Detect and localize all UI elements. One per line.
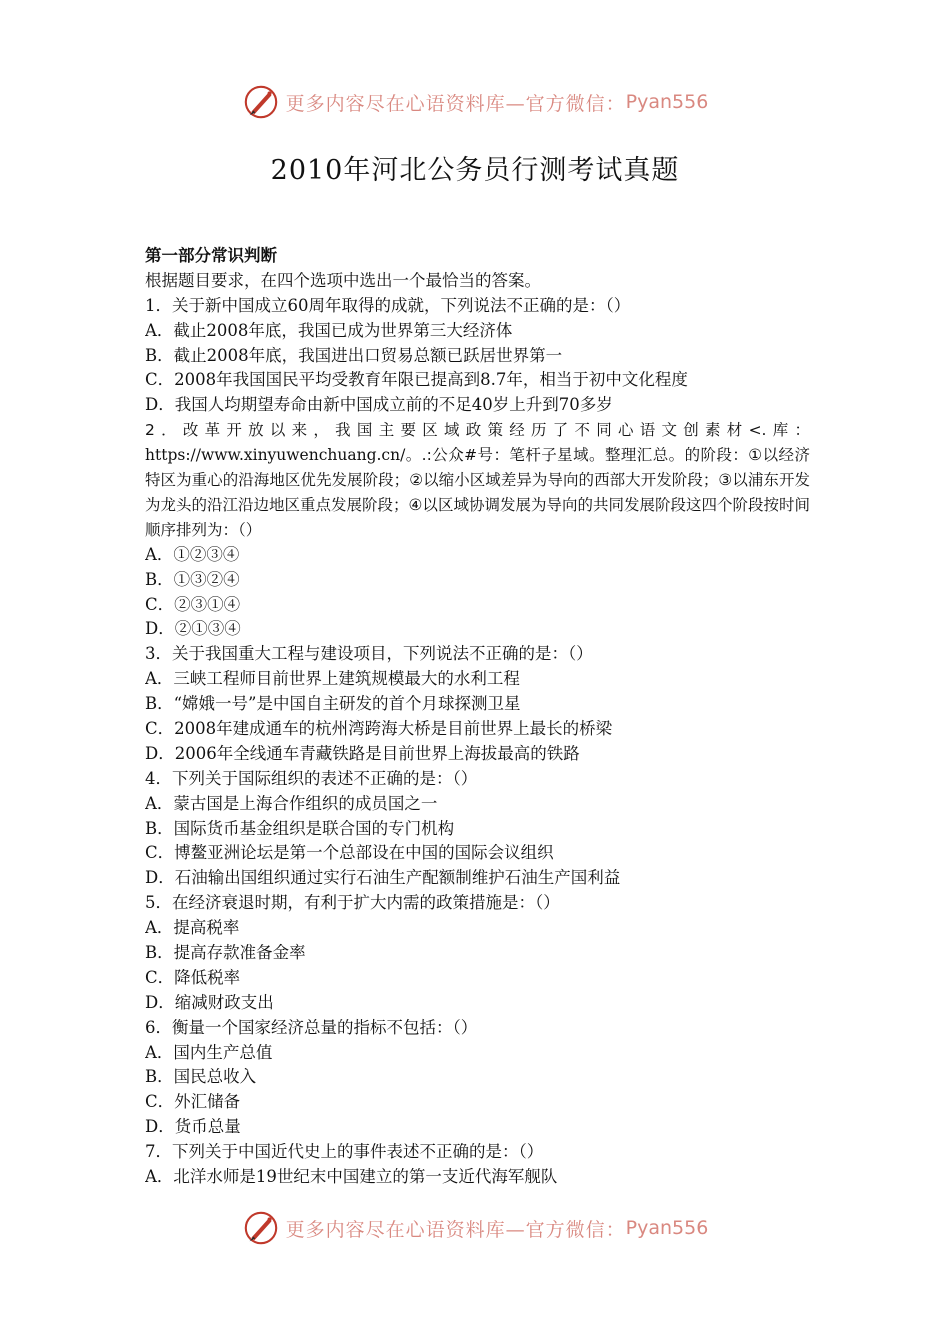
- option-b: B．截止2008年底，我国进出口贸易总额已跃居世界第一: [145, 345, 563, 365]
- option-a: A．蒙古国是上海合作组织的成员国之一: [145, 793, 438, 813]
- page-title: 2010年河北公务员行测考试真题: [270, 155, 680, 186]
- option-a: A．①②③④: [145, 544, 240, 564]
- document-body: [145, 244, 810, 1190]
- q2-stem-url: https://www.xinyuwenchuang.cn/: [145, 446, 406, 465]
- pen-nib-logo: [242, 83, 280, 121]
- option-b: B．国民总收入: [145, 1067, 257, 1087]
- option-b: B．“嫦娥一号”是中国自主研发的首个月球探测卫星: [145, 694, 521, 714]
- question-stem-2: [145, 418, 810, 543]
- option-b: B．提高存款准备金率: [145, 943, 306, 963]
- option-c: C．2008年我国国民平均受教育年限已提高到8.7年，相当于初中文化程度: [145, 370, 688, 390]
- q2-stem-part1: 2．改革开放以来，我国主要区域政策经历了不同心语文创素材<.库：: [145, 421, 810, 440]
- option-a: A．三峡工程师目前世界上建筑规模最大的水利工程: [145, 669, 520, 689]
- option-d: D．2006年全线通车青藏铁路是目前世界上海拔最高的铁路: [145, 743, 580, 763]
- question-stem: 4．下列关于国际组织的表述不正确的是：（）: [145, 768, 478, 788]
- option-a: A．截止2008年底，我国已成为世界第三大经济体: [145, 320, 513, 340]
- q2-stem-part2: 。.:公众#号：笔杆子星域。整理汇总。的阶段：①以经济特区为重心的沿海地区优先发展阶段；②以缩小区域差异为导向的西部大开发阶段；③以浦东开发为龙头的沿江沿边地区重点发展阶段；④以区域协调发展为导向的共同发展阶段这四个阶段按时间顺序排列为：（）: [145, 446, 810, 539]
- question-stem: 7．下列关于中国近代史上的事件表述不正确的是：（）: [145, 1142, 544, 1162]
- option-c: C．2008年建成通车的杭州湾跨海大桥是目前世界上最长的桥梁: [145, 719, 613, 738]
- option-a: A．国内生产总值: [145, 1042, 273, 1062]
- option-c: C．②③①④: [145, 594, 241, 614]
- option-d: D．我国人均期望寿命由新中国成立前的不足40岁上升到70多岁: [145, 395, 613, 415]
- banner-wechat-id: Pyan556: [625, 91, 709, 113]
- question-stem: 6．衡量一个国家经济总量的指标不包括：（）: [145, 1017, 478, 1037]
- banner-wechat-id: Pyan556: [625, 1217, 709, 1239]
- option-d: D．缩减财政支出: [145, 992, 274, 1012]
- option-a: A．提高税率: [145, 918, 240, 938]
- option-d: D．②①③④: [145, 619, 241, 639]
- question-stem: 1．关于新中国成立60周年取得的成就，下列说法不正确的是：（）: [145, 295, 631, 315]
- banner-text: 更多内容尽在心语资料库—官方微信：: [285, 92, 626, 115]
- option-c: C．降低税率: [145, 967, 241, 987]
- header-banner: [0, 80, 950, 124]
- section-instruction: 根据题目要求，在四个选项中选出一个最恰当的答案。: [145, 270, 541, 290]
- option-b: B．国际货币基金组织是联合国的专门机构: [145, 818, 455, 838]
- banner-text: 更多内容尽在心语资料库—官方微信：: [285, 1218, 626, 1241]
- footer-banner: [0, 1206, 950, 1250]
- question-stem: 5．在经济衰退时期，有利于扩大内需的政策措施是：（）: [145, 893, 560, 913]
- section-heading: 第一部分常识判断: [145, 246, 277, 265]
- pen-nib-logo: [242, 1209, 280, 1247]
- option-c: C．博鳌亚洲论坛是第一个总部设在中国的国际会议组织: [145, 843, 554, 863]
- option-d: D．石油输出国组织通过实行石油生产配额制维护石油生产国利益: [145, 868, 621, 888]
- option-d: D．货币总量: [145, 1117, 241, 1137]
- question-stem: 3．关于我国重大工程与建设项目，下列说法不正确的是：（）: [145, 644, 593, 664]
- option-c: C．外汇储备: [145, 1092, 241, 1112]
- option-b: B．①③②④: [145, 569, 240, 589]
- option-a: A．北洋水师是19世纪末中国建立的第一支近代海军舰队: [145, 1167, 558, 1187]
